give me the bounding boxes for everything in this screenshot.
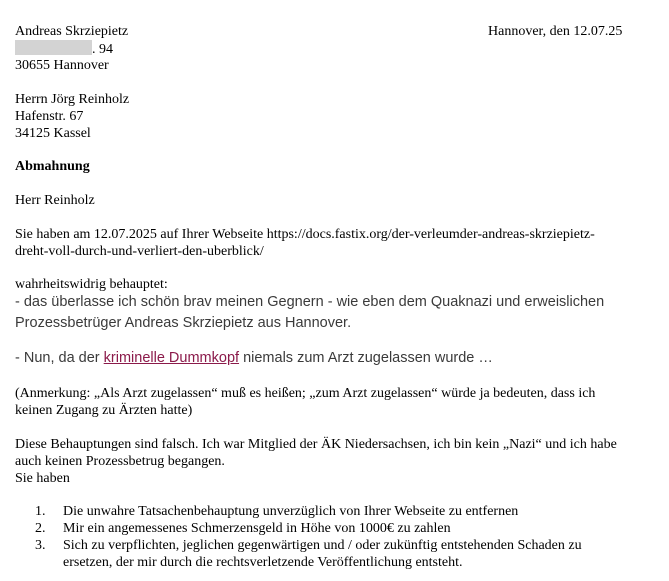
sender-city: 30655 Hannover <box>15 58 109 73</box>
recipient-city: 34125 Kassel <box>15 126 91 141</box>
recipient-name: Herrn Jörg Reinholz <box>15 92 130 107</box>
salutation: Herr Reinholz <box>15 193 95 208</box>
list-item-text: Die unwahre Tatsachenbehauptung unverzüglich von Ihrer Webseite zu entfernen <box>63 504 519 519</box>
quote-1-line-1: - das überlasse ich schön brav meinen Gegnern - wie eben dem Quaknazi und erweislichen <box>15 294 605 310</box>
sender-name: Andreas Skrziepietz <box>15 24 129 39</box>
list-item-text: Sich zu verpflichten, jeglichen gegenwärtigen und / oder zukünftig entstehenden Schaden zu <box>63 538 582 553</box>
demands-list <box>35 503 655 571</box>
denial-line-2: auch keinen Prozessbetrug begangen. <box>15 454 225 469</box>
redaction-block <box>15 40 92 55</box>
denial-line-3: Sie haben <box>15 471 70 486</box>
quote-2-after: niemals zum Arzt zugelassen wurde … <box>239 350 493 366</box>
list-item <box>35 537 655 571</box>
intro-line-1: Sie haben am 12.07.2025 auf Ihrer Webseite https://docs.fastix.org/der-verleumder-andreas-skrziepietz- <box>15 227 595 242</box>
list-number: 1. <box>35 504 46 519</box>
recipient-street: Hafenstr. 67 <box>15 109 84 124</box>
sender-street-number: . 94 <box>92 42 113 57</box>
list-item <box>35 520 655 537</box>
intro-line-2: dreht-voll-durch-und-verliert-den-uberblick/ <box>15 244 264 259</box>
quote-2 <box>15 348 493 368</box>
subject-heading: Abmahnung <box>15 159 90 174</box>
claim-intro: wahrheitswidrig behauptet: <box>15 277 168 292</box>
quote-1-line-2: Prozessbetrüger Andreas Skrziepietz aus Hannover. <box>15 315 352 331</box>
sender-street <box>15 40 113 58</box>
list-item-text-cont: ersetzen, der mir durch die rechtsverletzende Veröffentlichung entsteht. <box>63 555 463 570</box>
quote-2-before: - Nun, da der <box>15 350 104 366</box>
note-line-2: keinen Zugang zu Ärzten hatte) <box>15 403 193 418</box>
list-item <box>35 503 655 520</box>
quoted-link[interactable]: kriminelle Dummkopf <box>103 350 240 366</box>
note-line-1: (Anmerkung: „Als Arzt zugelassen“ muß es heißen; „zum Arzt zugelassen“ würde ja bedeuten, dass ich <box>15 386 596 401</box>
denial-line-1: Diese Behauptungen sind falsch. Ich war Mitglied der ÄK Niedersachsen, ich bin kein „Nazi“ und ich habe <box>15 437 617 452</box>
list-number: 3. <box>35 538 46 553</box>
list-item-text: Mir ein angemessenes Schmerzensgeld in Höhe von 1000€ zu zahlen <box>63 521 451 536</box>
list-number: 2. <box>35 521 46 536</box>
place-date: Hannover, den 12.07.25 <box>488 24 623 39</box>
